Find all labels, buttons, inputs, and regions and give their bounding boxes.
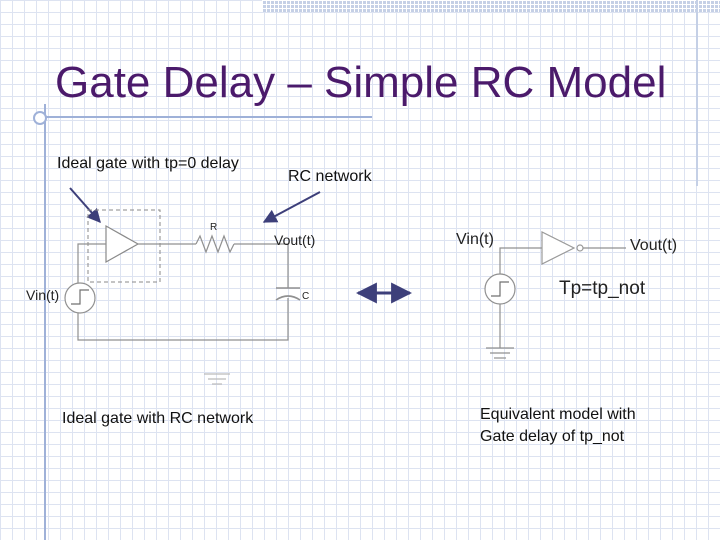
step-voltage-source-icon (485, 274, 515, 304)
right-input-wire (500, 248, 542, 276)
buffer-gate-icon (106, 226, 138, 262)
rc-network-pointer-arrow (264, 192, 320, 222)
left-circuit (26, 210, 315, 384)
resistor-icon (196, 236, 234, 252)
step-voltage-source-icon (65, 283, 95, 313)
right-output-label: Vout(t) (630, 237, 678, 254)
right-caption: Equivalent model with Gate delay of tp_not (480, 406, 636, 445)
ground-icon (486, 348, 514, 358)
left-output-label: Vout(t) (274, 232, 316, 248)
ideal-gate-callout: Ideal gate with tp=0 delay (57, 155, 239, 172)
left-input-label: Vin(t) (26, 287, 60, 303)
buffer-gate-icon (542, 232, 583, 264)
capacitor-label: C (302, 291, 310, 302)
ground-icon (204, 374, 230, 384)
rc-network-callout: RC network (288, 168, 372, 185)
slide-title: Gate Delay – Simple RC Model (55, 58, 667, 107)
resistor-label: R (210, 222, 218, 233)
output-node-wire (234, 244, 288, 288)
delay-label: Tp=tp_not (559, 278, 646, 299)
ideal-gate-pointer-arrow (70, 188, 100, 222)
left-caption: Ideal gate with RC network (62, 410, 254, 427)
right-circuit (456, 231, 677, 358)
return-wire (78, 298, 288, 340)
right-input-label: Vin(t) (456, 231, 494, 248)
